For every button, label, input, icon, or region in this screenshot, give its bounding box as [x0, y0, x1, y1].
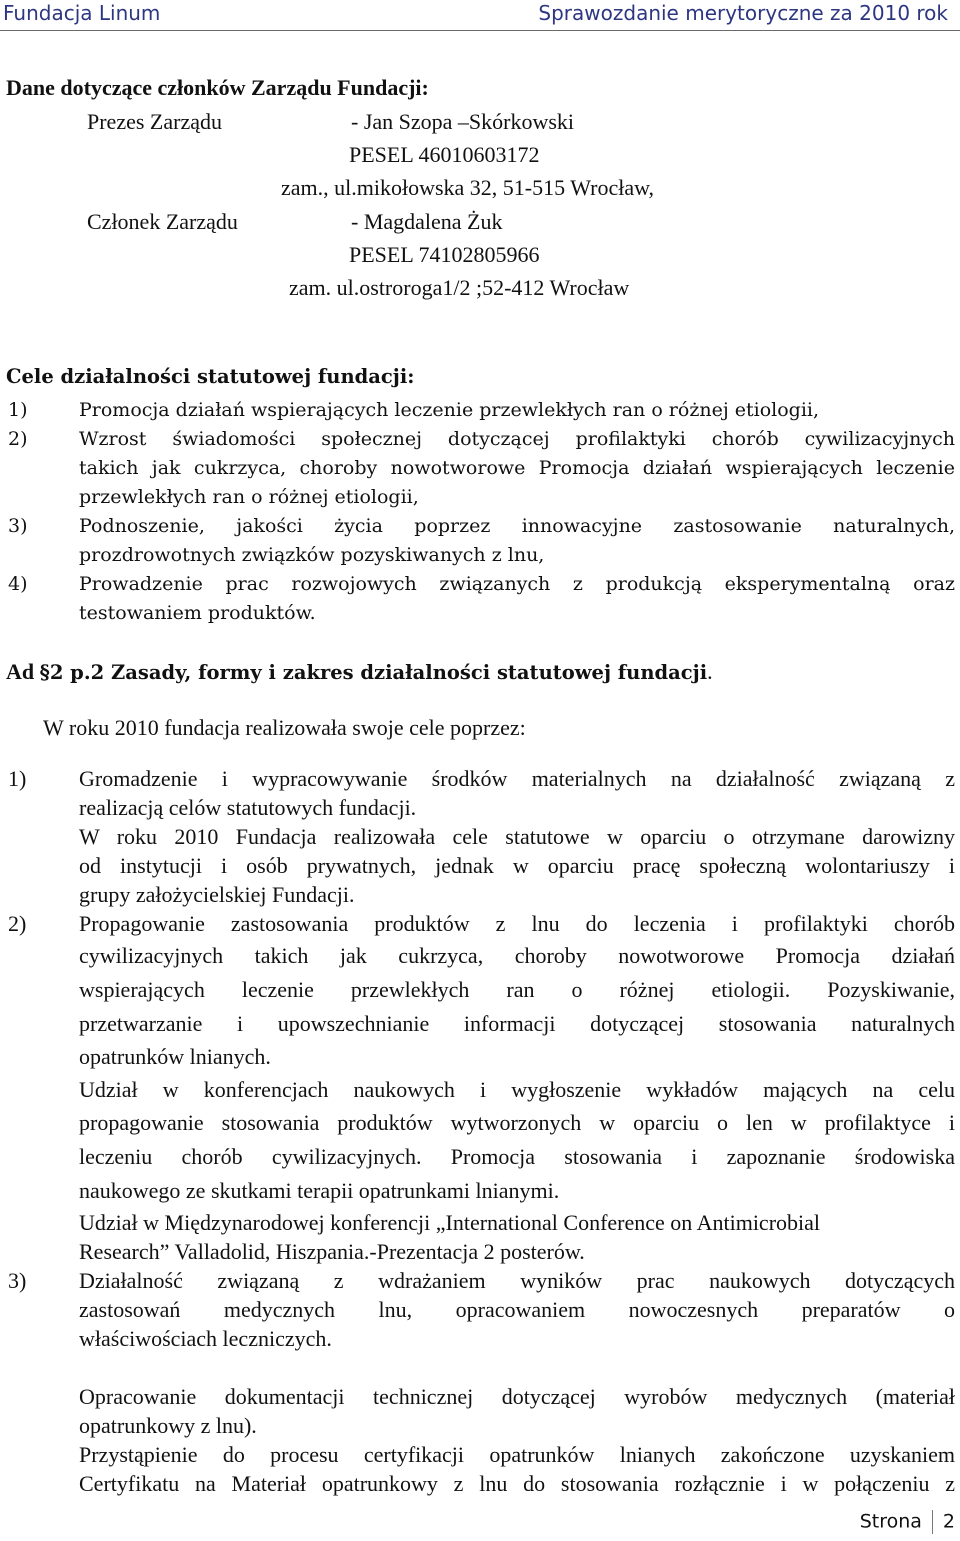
section-intro: W roku 2010 fundacja realizowała swoje cele poprzez:: [43, 715, 526, 740]
activity-line: Przystąpienie do procesu certyfikacji opatrunków lnianych zakończone uzyskaniem: [79, 1442, 955, 1467]
goal-line: Wzrost świadomości społecznej dotyczącej profilaktyki chorób cywilizacyjnych: [79, 428, 955, 450]
activity-line: Propagowanie zastosowania produktów z lnu do leczenia i profilaktyki chorób: [79, 911, 955, 936]
goal-line: Prowadzenie prac rozwojowych związanych z produkcją eksperymentalną oraz: [79, 573, 955, 595]
activity-line: grupy założycielskiej Fundacji.: [79, 882, 355, 907]
goal-number: 4): [8, 573, 28, 595]
section-heading-prefix: Ad: [6, 659, 40, 684]
header-report-title: Sprawozdanie merytoryczne za 2010 rok: [538, 1, 948, 25]
activity-line: wspierających leczenie przewlekłych ran o różnej etiologii. Pozyskiwanie,: [79, 977, 955, 1002]
goal-line: prozdrowotnych związków pozyskiwanych z lnu,: [79, 544, 545, 566]
activity-line: W roku 2010 Fundacja realizowała cele statutowe w oparciu o otrzymane darowizny: [79, 824, 955, 849]
activity-line: Udział w Międzynarodowej konferencji „International Conference on Antimicrobial: [79, 1210, 821, 1235]
activity-line: leczeniu chorób cywilizacyjnych. Promocja stosowania i zapoznanie środowiska: [79, 1144, 955, 1169]
activity-line: propagowanie stosowania produktów wytworzonych w oparciu o len w profilaktyce i: [79, 1110, 955, 1135]
member-address: zam. ul.ostroroga1/2 ;52-412 Wrocław: [289, 275, 630, 300]
activity-line: naukowego ze skutkami terapii opatrunkami lnianymi.: [79, 1178, 560, 1203]
goal-line: takich jak cukrzyca, choroby nowotworowe Promocja działań wspierających leczenie: [79, 457, 955, 479]
page-number: 2: [942, 1510, 955, 1533]
section-heading: [6, 659, 713, 686]
activity-line: Certyfikatu na Materiał opatrunkowy z lnu do stosowania rozłącznie i w połączeniu z: [79, 1471, 955, 1496]
activity-line: Działalność związaną z wdrażaniem wyników prac naukowych dotyczących: [79, 1268, 955, 1293]
goals-heading: Cele działalności statutowej fundacji:: [6, 365, 415, 388]
goal-line: Podnoszenie, jakości życia poprzez innowacyjne zastosowanie naturalnych,: [79, 515, 955, 537]
section-symbol: §: [39, 661, 50, 684]
activity-number: 2): [8, 911, 27, 936]
footer-label: Strona: [859, 1510, 922, 1533]
president-name: - Jan Szopa –Skórkowski: [351, 109, 575, 134]
goal-line: Promocja działań wspierających leczenie przewlekłych ran o różnej etiologii,: [79, 399, 820, 421]
activity-line: przetwarzanie i upowszechnianie informacji dotyczącej stosowania naturalnych: [79, 1011, 955, 1036]
activity-line: cywilizacyjnych takich jak cukrzyca, choroby nowotworowe Promocja działań: [79, 943, 955, 968]
activity-line: Udział w konferencjach naukowych i wygłoszenie wykładów mających na celu: [79, 1077, 955, 1102]
activity-line: od instytucji i osób prywatnych, jednak w oparciu pracę społeczną wolontariuszy i: [79, 853, 955, 878]
activity-line: opatrunkowy z lnu).: [79, 1413, 257, 1438]
activity-line: zastosowań medycznych lnu, opracowaniem nowoczesnych preparatów o: [79, 1297, 955, 1322]
goal-line: testowaniem produktów.: [79, 602, 316, 624]
activity-line: właściwościach leczniczych.: [79, 1326, 332, 1351]
activity-line: Opracowanie dokumentacji technicznej dotyczącej wyrobów medycznych (materiał: [79, 1384, 955, 1409]
member-pesel: PESEL 74102805966: [349, 242, 540, 267]
footer-divider: [932, 1510, 933, 1534]
goal-number: 1): [8, 399, 28, 421]
page-footer: [860, 1510, 955, 1534]
activity-number: 1): [8, 766, 27, 791]
goal-number: 3): [8, 515, 28, 537]
activity-number: 3): [8, 1268, 27, 1293]
president-pesel: PESEL 46010603172: [349, 142, 540, 167]
section-heading-dot: .: [707, 659, 713, 684]
president-role: Prezes Zarządu: [87, 109, 222, 134]
activity-line: opatrunków lnianych.: [79, 1044, 271, 1069]
activity-line: Gromadzenie i wypracowywanie środków materialnych na działalność związaną z: [79, 766, 955, 791]
activity-line: Research” Valladolid, Hiszpania.-Prezentacja 2 posterów.: [79, 1239, 585, 1264]
member-name: - Magdalena Żuk: [351, 209, 503, 234]
member-role: Członek Zarządu: [87, 209, 238, 234]
president-address: zam., ul.mikołowska 32, 51-515 Wrocław,: [281, 175, 655, 200]
header-org: Fundacja Linum: [3, 1, 161, 25]
goal-line: przewlekłych ran o różnej etiologii,: [79, 486, 419, 508]
section-heading-text: 2 p.2 Zasady, formy i zakres działalności statutowej fundacji: [49, 661, 708, 684]
board-heading: Dane dotyczące członków Zarządu Fundacji:: [6, 75, 429, 100]
page-header: [0, 0, 960, 31]
activity-line: realizacją celów statutowych fundacji.: [79, 795, 417, 820]
goal-number: 2): [8, 428, 28, 450]
